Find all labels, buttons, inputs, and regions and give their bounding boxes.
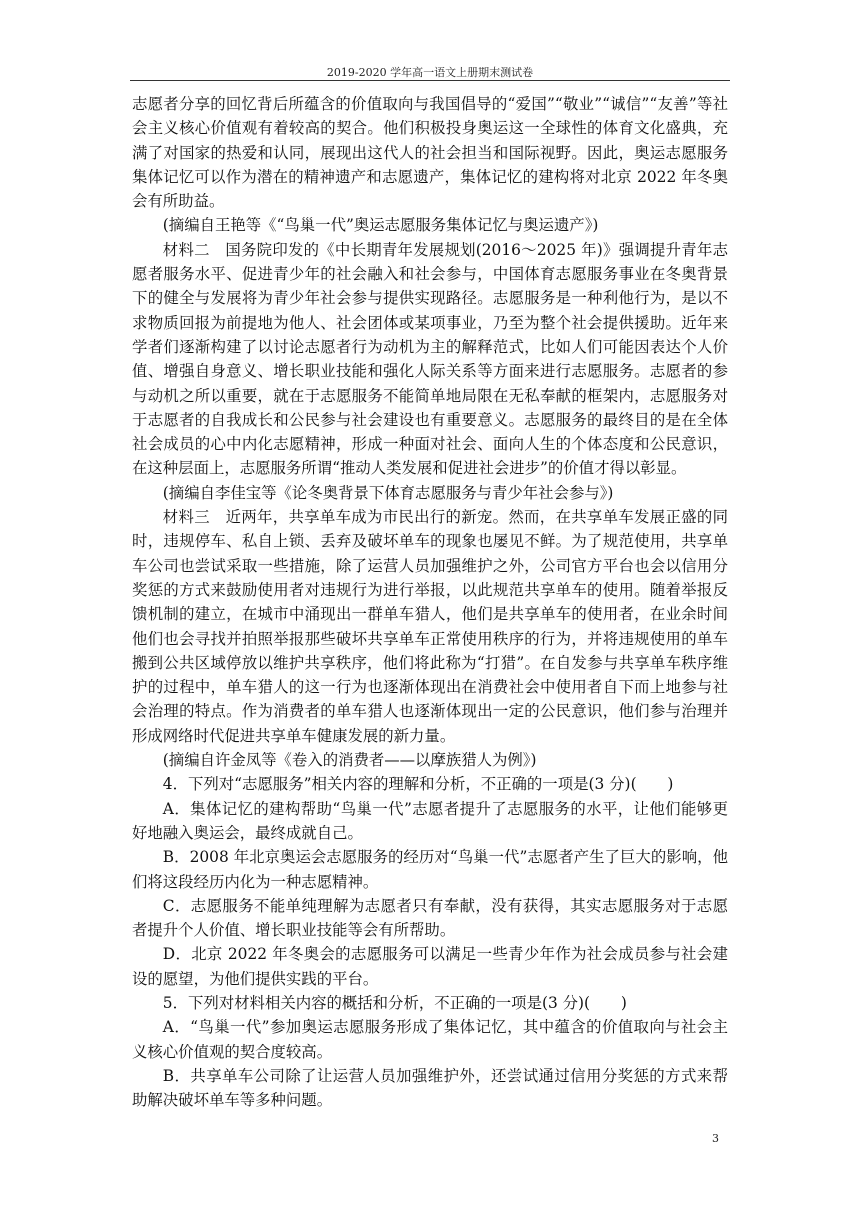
source-citation-1: (摘编自王艳等《“鸟巢一代”奥运志愿服务集体记忆与奥运遗产》): [162, 216, 599, 235]
running-header: 2019-2020 学年高一语文上册期末测试卷: [326, 66, 534, 79]
question-5-option-b: B．共享单车公司除了让运营人员加强维护外，还尝试通过信用分奖惩的方式来帮助解决破坏单车等多种问题。: [132, 1066, 728, 1110]
header-rule: [130, 80, 730, 81]
question-4-option-d: D．北京 2022 年冬奥会的志愿服务可以满足一些青少年作为社会成员参与社会建设的愿望，为他们提供实践的平台。: [132, 945, 728, 988]
question-5: 5．下列对材料相关内容的概括和分析，不正确的一项是(3 分)( ): [162, 993, 627, 1012]
paragraph-continuation: 志愿者分享的回忆背后所蕴含的价值取向与我国倡导的“爱国”“敬业”“诚信”“友善”等社会主义核心价值观有着较高的契合。他们积极投身奥运这一全球性的体育文化盛典，充满了对国家的热爱和认同，展现出这代人的社会担当和国际视野。因此，奥运志愿服务集体记忆可以作为潜在的精神遗产和志愿遗产，集体记忆的建构将对北京 2022 年冬奥会有所助益。: [132, 95, 728, 211]
question-4-option-c: C．志愿服务不能单纯理解为志愿者只有奉献，没有获得，其实志愿服务对于志愿者提升个人价值、增长职业技能等会有所帮助。: [132, 896, 728, 940]
material-two: 材料二 国务院印发的《中长期青年发展规划(2016～2025 年)》强调提升青年志愿者服务水平、促进青少年的社会融入和社会参与，中国体育志愿服务事业在冬奥背景下的健全与发展将为青少年社会参与提供实现路径。志愿服务是一种利他行为，是以不求物质回报为前提地为他人、社会团体或某项事业，乃至为整个社会提供援助。近年来学者们逐渐构建了以讨论志愿者行为动机为主的解释范式，比如人们可能因表达个人价值、增强自身意义、增长职业技能和强化人际关系等方面来进行志愿服务。志愿者的参与动机之所以重要，就在于志愿服务不能简单地局限在无私奉献的框架内，志愿服务对于志愿者的自我成长和公民参与社会建设也有重要意义。志愿服务的最终目的是在全体社会成员的心中内化志愿精神，形成一种面对社会、面向人生的个体态度和公民意识，在这种层面上，志愿服务所谓“推动人类发展和促进社会进步”的价值才得以彰显。: [132, 240, 728, 478]
material-three: 材料三 近两年，共享单车成为市民出行的新宠。然而，在共享单车发展正盛的同时，违规停车、私自上锁、丢弃及破坏单车的现象也屡见不鲜。为了规范使用，共享单车公司也尝试采取一些措施，除了运营人员加强维护之外，公司官方平台也会以信用分奖惩的方式来鼓励使用者对违规行为进行举报，以此规范共享单车的使用。随着举报反馈机制的建立，在城市中涌现出一群单车猎人，他们是共享单车的使用者，在业余时间他们也会寻找并拍照举报那些破坏共享单车正常使用秩序的行为，并将违规使用的单车搬到公共区域停放以维护共享秩序，他们将此称为“打猎”。在自发参与共享单车秩序维护的过程中，单车猎人的这一行为也逐渐体现出在消费社会中使用者自下而上地参与社会治理的特点。作为消费者的单车猎人也逐渐体现出一定的公民意识，他们参与治理并形成网络时代促进共享单车健康发展的新力量。: [132, 508, 728, 745]
question-4: 4．下列对“志愿服务”相关内容的理解和分析，不正确的一项是(3 分)( ): [162, 775, 674, 794]
document-body: [132, 92, 728, 1112]
question-5-option-a: A．“鸟巢一代”参加奥运志愿服务形成了集体记忆，其中蕴含的价值取向与社会主义核心价值观的契合度较高。: [132, 1018, 728, 1061]
page-number: 3: [712, 1132, 719, 1145]
question-4-option-a: A．集体记忆的建构帮助“鸟巢一代”志愿者提升了志愿服务的水平，让他们能够更好地融入奥运会，最终成就自己。: [132, 799, 728, 842]
source-citation-2: (摘编自李佳宝等《论冬奥背景下体育志愿服务与青少年社会参与》): [162, 483, 614, 502]
source-citation-3: (摘编自许金凤等《卷入的消费者——以摩族猎人为例》): [162, 751, 537, 770]
question-4-option-b: B．2008 年北京奥运会志愿服务的经历对“鸟巢一代”志愿者产生了巨大的影响，他们将这段经历内化为一种志愿精神。: [132, 848, 728, 891]
